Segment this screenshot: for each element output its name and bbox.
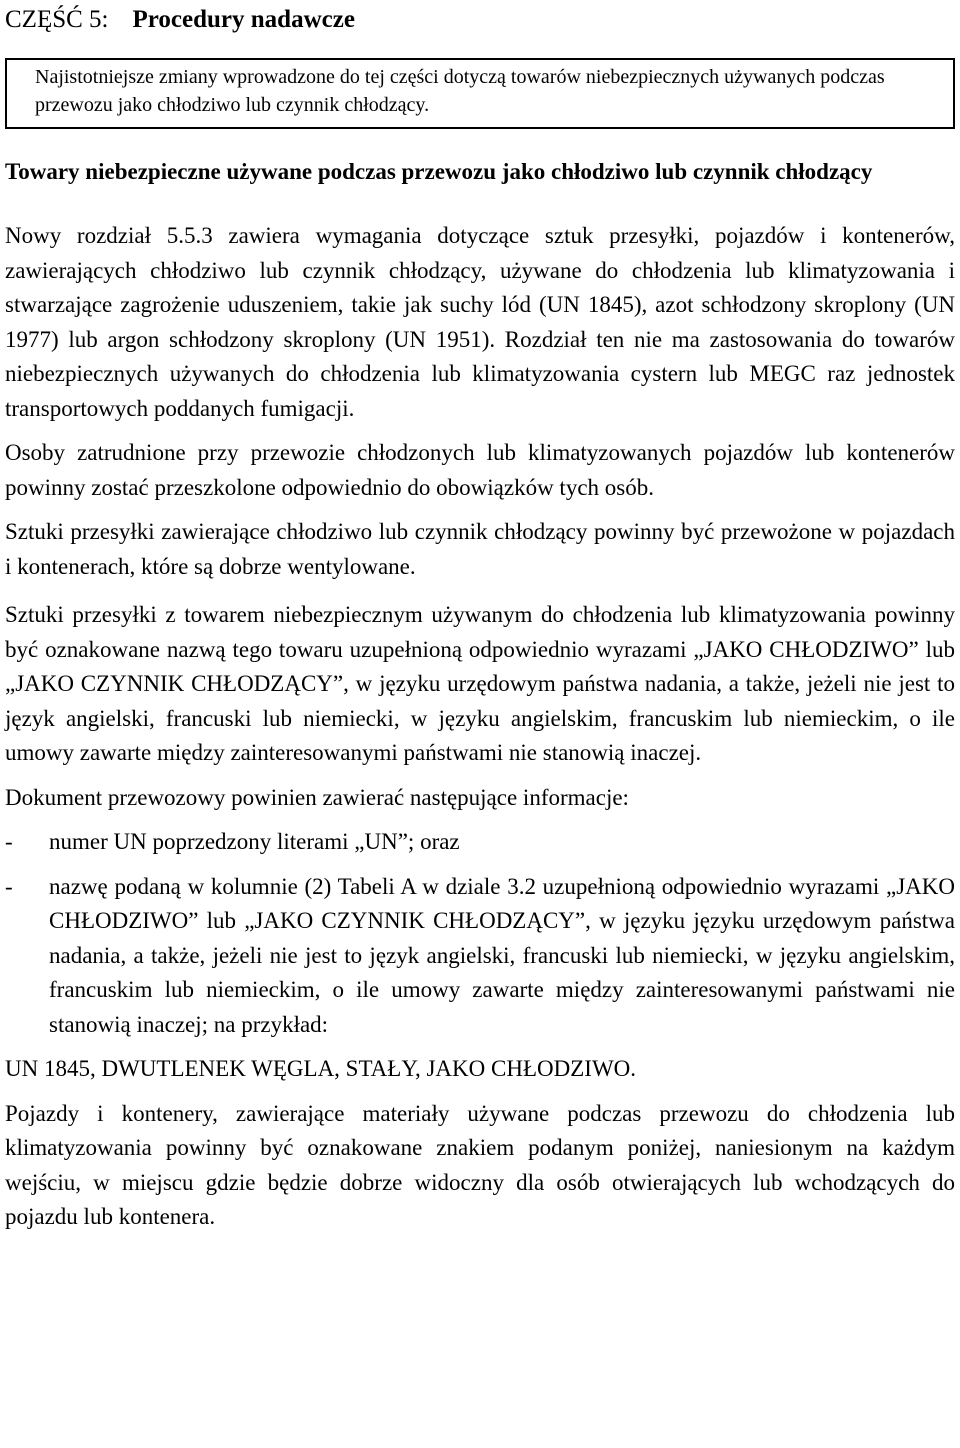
part-name: Procedury nadawcze [132, 6, 355, 33]
paragraph-new-chapter: Nowy rozdział 5.5.3 zawiera wymagania dotyczące sztuk przesyłki, pojazdów i kontenerów, zawierających chłodziwo lub czynnik chłodzący, używane do chłodzenia lub klimatyzowania i stwarzające zagrożenie uduszeniem, takie jak suchy lód (UN 1845), azot schłodzony skroplony (UN 1977) lub argon schłodzony skroplony (UN 1951). Rozdział ten nie ma zastosowania do towarów niebezpiecznych używanych do chłodzenia lub klimatyzowania cystern lub MEGC raz jednostek transportowych poddanych fumigacji. [5, 223, 955, 421]
list-item-text: nazwę podaną w kolumnie (2) Tabeli A w dziale 3.2 uzupełnioną odpowiednio wyrazami „JAKO CHŁODZIWO” lub „JAKO CZYNNIK CHŁODZĄCY”, w języku języku urzędowym państwa nadania, a także, jeżeli nie jest to język angielski, francuski lub niemiecki, w języku angielskim, francuskim lub niemieckim, o ile umowy zawarte między zainteresowanymi państwami nie stanowią inaczej; na przykład: [49, 873, 955, 1037]
list-item [5, 825, 955, 860]
list-marker: - [5, 873, 13, 899]
part-title [5, 0, 955, 40]
paragraph-transport-document: Dokument przewozowy powinien zawierać następujące informacje: [5, 784, 629, 810]
list-item [5, 870, 955, 1043]
list-item-text: numer UN poprzedzony literami „UN”; oraz [49, 829, 460, 854]
paragraph-training: Osoby zatrudnione przy przewozie chłodzonych lub klimatyzowanych pojazdów lub kontenerów powinny zostać przeszkolone odpowiednio do obowiązków tych osób. [5, 440, 955, 500]
section-heading: Towary niebezpieczne używane podczas przewozu jako chłodziwo lub czynnik chłodzący [5, 159, 873, 184]
paragraph-example: UN 1845, DWUTLENEK WĘGLA, STAŁY, JAKO CHŁODZIWO. [5, 1056, 637, 1081]
part-number: CZĘŚĆ 5: [5, 6, 109, 33]
summary-box: Najistotniejsze zmiany wprowadzone do tej części dotyczą towarów niebezpiecznych używanych podczas przewozu jako chłodziwo lub czynnik chłodzący. [5, 58, 955, 129]
list-marker: - [5, 829, 13, 854]
paragraph-vehicle-marking: Pojazdy i kontenery, zawierające materiały używane podczas przewozu do chłodzenia lub klimatyzowania powinny być oznakowane znakiem podanym poniżej, naniesionym na każdym wejściu, w miejscu gdzie będzie dobrze widoczny dla osób otwierających lub wchodzących do pojazdu lub kontenera. [5, 1100, 955, 1229]
document-page [5, 0, 955, 1235]
paragraph-marking: Sztuki przesyłki z towarem niebezpiecznym używanym do chłodzenia lub klimatyzowania powinny być oznakowane nazwą tego towaru uzupełnioną odpowiednio wyrazami „JAKO CHŁODZIWO” lub „JAKO CZYNNIK CHŁODZĄCY”, w języku urzędowym państwa nadania, a także, jeżeli nie jest to język angielski, francuski lub niemiecki, w języku angielskim, francuskim lub niemieckim, o ile umowy zawarte między zainteresowanymi państwami nie stanowią inaczej. [5, 602, 955, 765]
paragraph-ventilation: Sztuki przesyłki zawierające chłodziwo lub czynnik chłodzący powinny być przewożone w pojazdach i kontenerach, które są dobrze wentylowane. [5, 519, 955, 579]
